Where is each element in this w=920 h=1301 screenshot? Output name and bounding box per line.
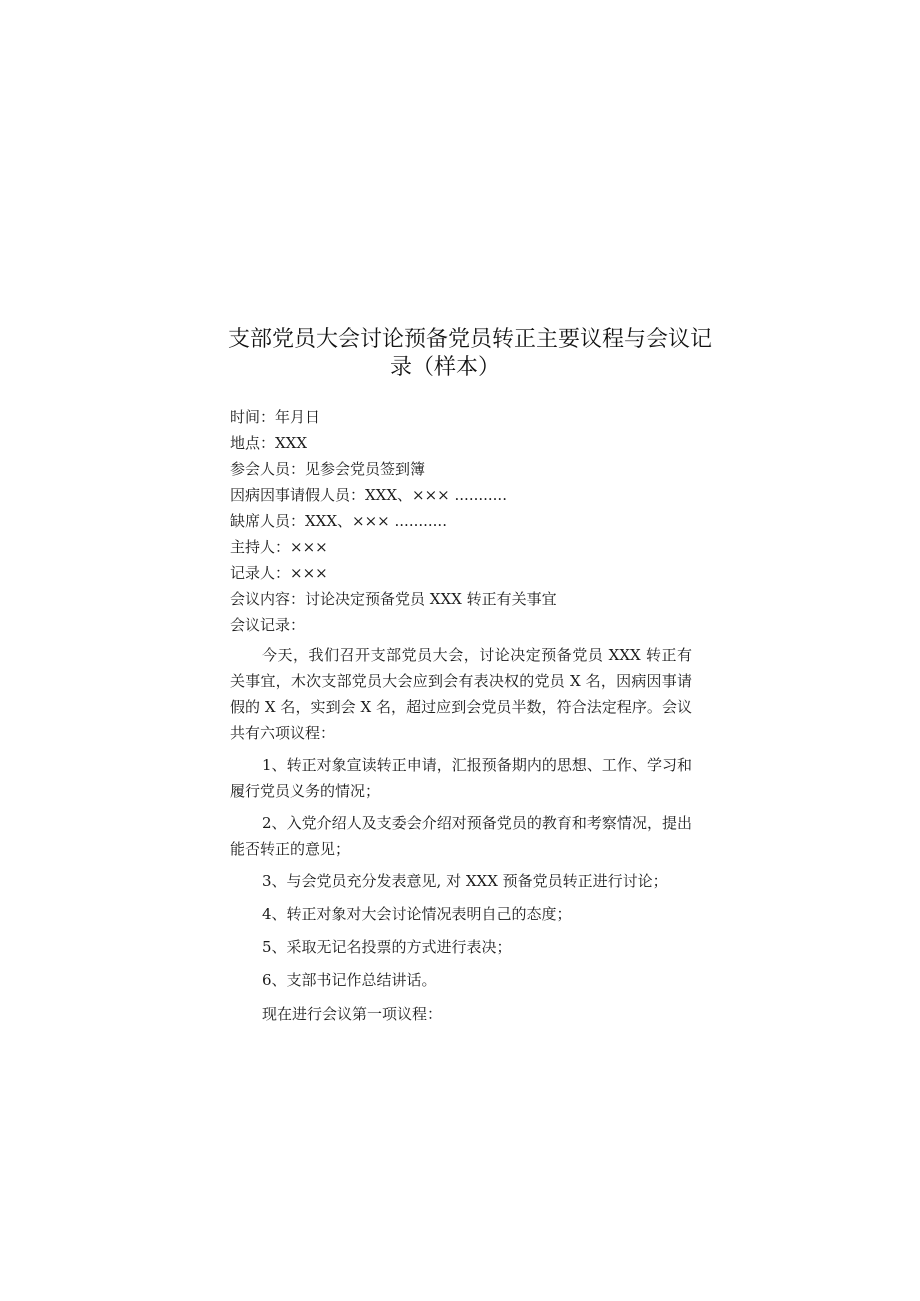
meeting-attendees: 参会人员：见参会党员签到簿 (230, 460, 426, 478)
meeting-leave: 因病因事请假人员：XXX、××× ........... (230, 486, 507, 504)
document-title-line-2: 录（样本） (390, 355, 501, 380)
meeting-content: 会议内容：讨论决定预备党员 XXX 转正有关事宜 (230, 590, 557, 608)
meeting-recorder: 记录人：××× (230, 564, 328, 582)
agenda-item-4: 4、转正对象对大会讨论情况表明自己的态度； (262, 905, 572, 923)
agenda-item-6: 6、支部书记作总结讲话。 (262, 971, 437, 989)
closing-line: 现在进行会议第一项议程： (262, 1005, 443, 1023)
agenda-item-2: 2、入党介绍人及支委会介绍对预备党员的教育和考察情况，提出能否转正的意见； (230, 814, 692, 858)
meeting-host: 主持人：××× (230, 538, 328, 556)
meeting-meta (230, 404, 700, 638)
document-title (228, 326, 713, 382)
meeting-absent: 缺席人员：XXX、××× ........... (230, 512, 447, 530)
meeting-record-label: 会议记录： (230, 616, 306, 634)
intro-paragraph: 今天，我们召开支部党员大会，讨论决定预备党员 XXX 转正有关事宜，木次支部党员大会应到会有表决权的党员 X 名，因病因事请假的 X 名，实到会 X 名，超过应到会党员半数，符合法定程序。会议共有六项议程： (230, 646, 692, 742)
agenda-item-5: 5、采取无记名投票的方式进行表决； (262, 938, 512, 956)
document-title-line-1: 支部党员大会讨论预备党员转正主要议程与会议记 (228, 327, 713, 352)
meeting-time: 时间：年月日 (230, 408, 321, 426)
agenda-item-1: 1、转正对象宣读转正申请，汇报预备期内的思想、工作、学习和履行党员义务的情况； (230, 756, 692, 800)
meeting-record-body (230, 642, 692, 1042)
agenda-item-3: 3、与会党员充分发表意见, 对 XXX 预备党员转正进行讨论； (262, 872, 668, 890)
meeting-place: 地点：XXX (230, 434, 308, 452)
